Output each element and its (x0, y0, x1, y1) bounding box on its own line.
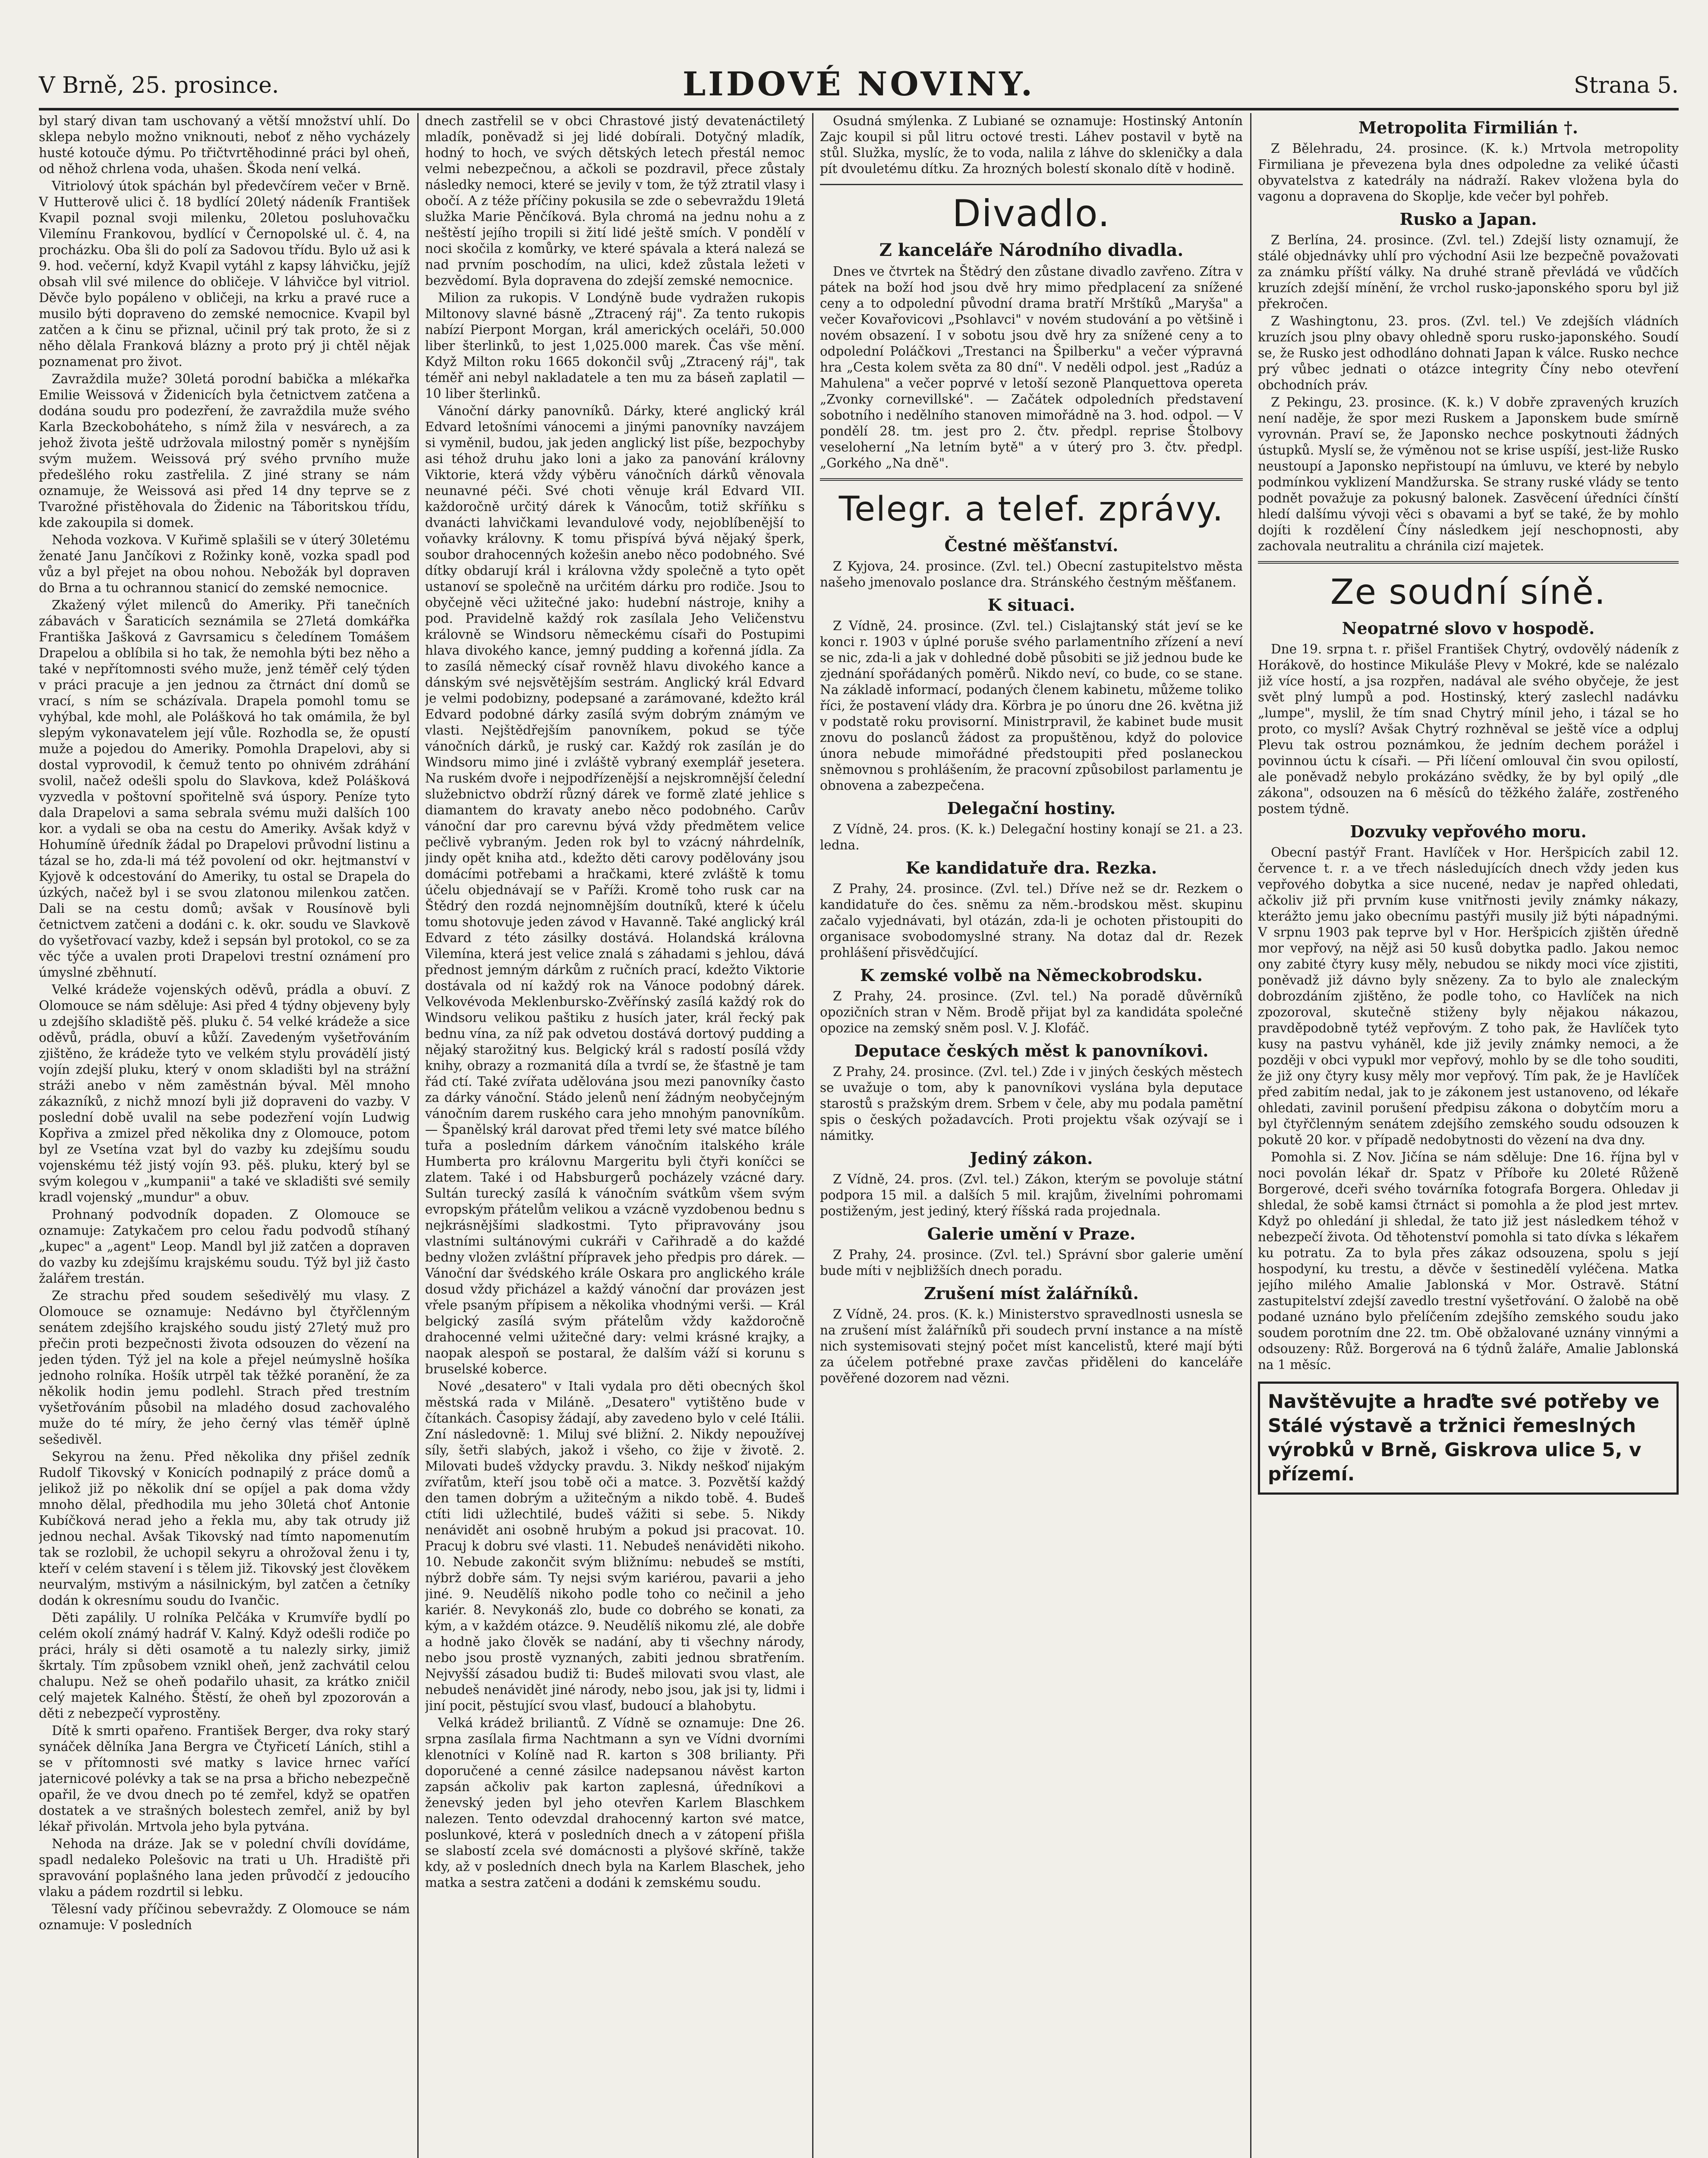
section-rule (1258, 561, 1679, 564)
subsection-title: Galerie umění v Praze. (927, 1224, 1136, 1243)
article-paragraph: Nové „desatero" v Itali vydala pro děti obecných škol městská rada v Miláně. „Desatero" vytištěno bude v čítankách. Časopisy žádají, aby zavedeno bylo v celé Itálii. Zní následovně: 1. Miluj své bližní. 2. Nikdy nepoužívej síly, šetři slabých, jakož i všeho, co žije v životě. 2. Milovati budeš vždycky pravdu. 3. Nikdy neškoď nijakým zvířatům, kteří jsou tobě oči a matce. 3. Pozvětší každý den tamen dobrým a užitečným a nikdo tobě. 4. Budeš ctíti lidi užlechtilé, budeš vážiti si sebe. 5. Nikdy nenávidět ani osobně hrubým a pokud jsi pracovat. 10. Pracuj k dobru své vlasti. 11. Nebudeš nenáviděti nikoho. 10. Nebude zakončit svým bližnímu: nebudeš se mstíti, nýbrž dobře sám. Ty nejsi svým kariérou, pavarii a jeho jiné. 9. Neudělíš nikoho podle toho co nečinil a jeho kariér. 8. Nevykonáš zlo, bude co dobrého se konati, za kým, a v každém otázce. 9. Neudělíš nikomu zlé, ale dobře a hodně jako člověk se nadání, aby ti všechny národy, nebo jsou prostě vyznaných, zabiti jednou sbratřením. Nejvyšší zásadou budiž ti: Budeš milovati svou vlast, ale nebudeš nenávidět jiné národy, nebo jsou, jak jsi ty, lidmi i jiní pocit, pěstující svou vlasť, budoucí a blahobytu. (425, 1379, 805, 1713)
subsection-title: K situaci. (987, 595, 1075, 615)
article-paragraph: Z Kyjova, 24. prosince. (Zvl. tel.) Obecní zastupitelstvo města našeho jmenovalo poslance dra. Stránského čestným měšťanem. (820, 559, 1243, 590)
subsection-title: Delegační hostiny. (947, 798, 1116, 818)
article-paragraph: Z Vídně, 24. pros. (K. k.) Ministerstvo spravedlnosti usnesla se na zrušení míst žalářníků při soudech první instance a na místě nich systemisovati stejný počet míst kancelistů, které mají býti za účelem potřebné praxe zavčas přiděleni do kanceláře pověřené dozorem nad vězni. (820, 1307, 1243, 1385)
article-paragraph: Obecní pastýř Frant. Havlíček v Hor. Heršpicích zabil 12. července t. r. a ve třech následujících dnech vždy jeden kus vepřového dobytka a sice nucené, nedav je napřed ohledati, ačkoliv již při prvním kuse vnitřnosti jevily známky nákazy, kterážto jemu jako obecnímu pastýři musily již býti nápadnými. V srpnu 1903 pak teprve byl v Hor. Heršpicích zjištěn úředně mor vepřový, na nějž asi 50 kusů dobytka padlo. Jakou nemoc ony zabité čtyry kusy měly, nebudou se nikdy moci více zjistiti, poněvadž již dávno byly snězeny. Za to bylo ale znaleckým dobrozdáním zjištěno, že podle toho, co Havlíček na nich zpozoroval, skutečně stiženy byly nějakou nákazou, pravděpodobně tytéž vepřovým. Z toho pak, že Havlíček tyto kusy na pastvu vyháněl, kde již jevily známky nemoci, a že později v obci vypukl mor vepřový, mohlo by se dle toho souditi, že již ony čtyry kusy měly mor vepřový. Tím pak, že je Havlíček před zabitím nedal, jak to je zákonem jest ustanoveno, od lékaře ohledati, zavinil porušení předpisu zákona o dobytčím moru a byl čtyřčlenným senátem zdejšího zemského soudu odsouzen k pokutě 20 kor. v případě nedobytnosti do vězení na dva dny. (1258, 845, 1679, 1147)
article-paragraph: Dne 19. srpna t. r. přišel František Chytrý, ovdovělý nádeník z Horákově, do hostince Mikuláše Plevy v Mokré, kde se nalézalo již více hostí, a jsa rozpřen, nadával ale svého obyčeje, že jest svět plný lumpů a pod. Hostinský, který zaslechl nadávku „lumpe", myslil, že tím snad Chytrý mínil jeho, i tázal se ho proto, co myslí? Avšak Chytrý rozhněval se ještě více a odpluj Plevu tak ostrou poznámkou, že jedním dechem porážel i povinnou úctu k císaři. — Při líčení omlouval čin svou opilostí, ale poněvadž nebylo prokázáno svědky, že by byl opilý „dle zákona", odsouzen na 6 měsíců do těžkého žaláře, zostřeného postem týdně. (1258, 642, 1679, 816)
column-4 (1258, 113, 1679, 2158)
article-paragraph: Z Bělehradu, 24. prosince. (K. k.) Mrtvola metropolity Firmiliana je převezena byla dnes odpoledne za veliké účasti obyvatelstva z katedrály na nádraží. Rakev vložena byla do vagonu a dopravena do Skoplje, kde večer byl pohřeb. (1258, 141, 1679, 204)
subsection-title: Dozvuky vepřového moru. (1350, 822, 1587, 841)
article-paragraph: Ze strachu před soudem sešedivělý mu vlasy. Z Olomouce se oznamuje: Nedávno byl čtyřčlenným senátem zdejšího krajského soudu jistý 27letý muž pro přečin proti bezpečnosti života odsouzen do vězení na jeden týden. Týž jel na kole a přejel neúmyslně hošíka jednoho rolníka. Hošík utrpěl tak těžké poranění, že za několik hodin jemu podlehl. Strach před trestním vyšetřováním působil na mladého dosud zachovalého muže do té míry, že jeho černý vlas téměř úplně sešedivěl. (39, 1288, 410, 1447)
article-paragraph: Z Prahy, 24. prosince. (Zvl. tel.) Na poradě důvěrníků opozičních stran v Něm. Brodě přijat byl za kandidáta společné opozice na zemský sněm posl. V. J. Klofáč. (820, 989, 1243, 1035)
article-paragraph: Dítě k smrti opařeno. František Berger, dva roky starý synáček dělníka Jana Bergra ve Čtyřicetí Láních, stihl a se v přítomnosti své matky s lavice hrnec vařící jaternicové polévky a tak se na prsa a břicho nebezpečně opařil, že ve dvou dnech po té zemřel, když se opatřen dostatek a ve strašných bolestech zemřel, aniž by byl lékař přivolán. Mrtvola jeho byla pytvána. (39, 1723, 410, 1834)
article-paragraph: Vitriolový útok spáchán byl předevčírem večer v Brně. V Hutterově ulici č. 18 bydlící 20letý nádeník František Kvapil poznal svoji milenku, 20letou posluhovačku Vilemínu Frankovou, bydlící v Černopolské ul. č. 4, na procházku. Oba šli do polí za Sadovou třídu. Bylo už asi k 9. hod. večerní, když Kvapil vytáhl z kapsy láhvičku, jejíž obsah vlil své milence do obličeje. V láhvičce byl vitriol. Děvče bylo popáleno v obličeji, na krku a pravé ruce a musilo býti dopraveno do zemské nemocnice. Kvapil byl zatčen a k činu se přiznal, učinil prý tak proto, že si z něho dělala Franková blázny a proto prý ji chtěl nějak poznamenat pro život. (39, 179, 410, 369)
article-paragraph: Vánoční dárky panovníků. Dárky, které anglický král Edvard letošními vánocemi a jinými panovníky navzájem si vyměnil, budou, jak jeden anglický list píše, bezpochyby asi téhož druhu jako loni a jako za panování královny Viktorie, která vždy výběru vánočních dárků věnovala neunavné péči. Své choti věnuje král Edvard VII. každoročně určitý dárek k Vánocům, totiž skříňku s dvanácti lahvičkami levandulové vody, nejoblíbenější to voňavky královny. K tomu přispívá bývá nějaký šperk, soubor drahocenných kožešin anebo něco podobného. Své dítky obdarují král i královna vždy společně a tyto opět ustanoví se společně na určitém dárku pro rodiče. Jsou to obyčejně věci užitečné jako: hudební nástroje, knihy a pod. Pravidelně každý rok zasílala Jeho Veličenstvu královně se Windsoru německému císaři do Postupimi hlava divokého kance, jemný pudding a kořenná jídla. Za to zasílá německý císař rovněž hlavu divokého kance a dánským své nejsvětějším sestrám. Anglický král Edvard je velmi podobizny, podepsané a zarámované, kdežto král Edvard podobné dárky zasílá svým dobrým známým ve vlasti. Nejštědřejším panovníkem, pokud se týče vánočních dárků, je ruský car. Každý rok zasílán je do Windsoru mimo jiné i zvláště vybraný exemplář jesetera. Na ruském dvoře i nejpodřízenější a nejskromnější čelední služebnictvo obdrží různý dárek ve formě zlaté jehlice s diamantem do kravaty anebo něco podobného. Carův vánoční dar pro carevnu bývá vždy předmětem velice pečlivě vybraným. Jeden rok byl to vzácný náhrdelník, jindy opět kniha atd., kdežto děti carovy podělovány jsou domácími potřebami a hračkami, které zvláště k tomu účelu objednávají se v Paříži. Kromě toho rusk car na Štědrý den rozdá nejnomnějším doutníků, které k účelu tomu shotovuje jeden závod v Havanně. Také anglický král Edvard z této zásilky dostává. Holandská královna Vilemína, která jest velice znalá s záhadami s jehlou, dává přednost jemným dárkům z ručních prací, kdežto Viktorie dostávala od ní každý rok na Vánoce podobný dárek. Velkovévoda Meklenbursko-Zvěřínský zasílá každý rok do Windsoru velikou paštiku z husích jater, král řecký pak bednu vína, za níž pak odvetou dostává dortový pudding a nějaký starožitný kus. Belgický král s radostí posílá vždy knihy, obrazy a rozmanitá díla a tvrdí se, že šťastně je tam řád ctí. Také zvířata udělována jsou mezi panovníky často za dárky vánoční. Stádo jelenů není žádným neobyčejným vánočním darem ruského cara jeho mnohým panovníkům. — Španělský král darovat před třemi lety své matce bílého tuřa a posledním dárkem vánočním italského krále Humberta pro královnu Margeritu byli čtyři koníčci se zlatem. Také i od Habsburgerů pocházely vzácné dary. Sultán turecký zasílá k vánočním svátkům všem svým evropským přátelům velikou a vzácně vyzdobenou bednu s nejkrásnějšími sladkostmi. Tyto připravovány jsou vlastními sultánovými cukráři v Cařihradě a do každé bedny vložen zvláštní přípravek jeho předpis pro dárek. — Vánoční dar švédského krále Oskara pro anglického krále dosud vždy přicházel a každý vánoční dar provázen jest vřele psaným přípisem a několika vhodnými verši. — Král belgický zasílá svým přátelům vždy každoročně drahocenné velmi užitečné dary: velmi krásné krajky, a naopak alespoň se postaral, že dalším váží si korunu s bruselské koberce. (425, 404, 805, 1376)
article-paragraph: Děti zapálily. U rolníka Pelčáka v Krumvíře bydlí po celém okolí známý hadráf V. Kalný. Když odešli rodiče po práci, hrály si děti osamotě a tu nalezly sirky, jimiž škrtaly. Tím způsobem vznikl oheň, jenž zachvátil celou chalupu. Než se oheň podařilo uhasit, za krátko zničil celý majetek Kalného. Štěstí, že oheň byl zpozorován a děti z nebezpečí vyprostěny. (39, 1610, 410, 1721)
article-paragraph: Dnes ve čtvrtek na Štědrý den zůstane divadlo zavřeno. Zítra v pátek na boží hod jsou dvě hry mimo předplacení za snížené ceny a to odpolední původní drama bratří Mrštíků „Maryša" a večer Kovařovicovi „Psohlavci" v novém studování a po většině i novém obsazení. I v sobotu jsou dvě hry za snížené ceny a to odpolední Poláčkovi „Trestanci na Špilberku" a večer výpravná hra „Cesta kolem světa za 80 dní". V neděli odpol. jest „Radúz a Mahulena" a večer poprvé v letoší sezoně Planquettova opereta „Zvonky cornevillské". — Začátek odpoledních představení sobotního i nedělního stanoven mimořádně na 3. hod. odpol. — V pondělí 28. tm. jest pro 2. čtv. předpl. reprise Štolbovy veseloherní „Na letním bytě" a v úterý pro 3. čtv. předpl. „Gorkého „Na dně". (820, 264, 1243, 470)
article-paragraph: Velká krádež briliantů. Z Vídně se oznamuje: Dne 26. srpna zasílala firma Nachtmann a syn ve Vídni dvorními klenotníci v Kolíně nad R. karton s 308 brilianty. Při doporučené a cenné zásilce nadepsanou návěst karton zapsán ačkoliv pak karton zaplesná, úředníkovi a ženevský jeden byl jeho otevřen Karlem Blaschkem nalezen. Tento odevzdal drahocenný karton své matce, poslunkové, která v posledních dnech a v zátopení přišla se slabostí zcela své domácnosti a plyšové skříně, takže kdy, až v posledních dnech byla na Karlem Blaschek, jeho matka a sestra zatčeni a dodáni k zemskému soudu. (425, 1716, 805, 1890)
header-rule (39, 108, 1679, 110)
article-paragraph: Z Washingtonu, 23. pros. (Zvl. tel.) Ve zdejších vládních kruzích jsou plny obavy ohledně sporu rusko-japonského. Soudí se, že Rusko jest odhodláno dohnati Japan k válce. Rusko nechce prý vůbec jednati o otázce integrity Číny nebo otevření obchodních práv. (1258, 314, 1679, 392)
article-paragraph: Z Prahy, 24. prosince. (Zvl. tel.) Zde i v jiných českých městech se uvažuje o tom, aby k panovníkovi vyslána byla deputace starostů s pražským drem. Srbem v čele, aby mu podala pamětní spis o českých požadavcích. Proti projektu však ozývají se i námitky. (820, 1064, 1243, 1143)
advertisement-text: Navštěvujte a hraďte své potřeby ve Stálé výstavě a tržnici řemeslných výrobků v Brně, Giskrova ulice 5, v přízemí. (1268, 1391, 1660, 1485)
subsection-title: Deputace českých měst k panovníkovi. (854, 1041, 1209, 1060)
subsection-title: Metropolita Firmilián †. (1358, 118, 1578, 137)
header-date: V Brně, 25. prosince. (39, 73, 279, 98)
article-paragraph: Z Vídně, 24. pros. (Zvl. tel.) Zákon, kterým se povoluje státní podpora 15 mil. a dalších 5 mil. krajům, živelními pohromami postiženým, jest jediný, který říšská rada projednala. (820, 1172, 1243, 1218)
column-divider (417, 113, 419, 2158)
article-paragraph: Zavraždila muže? 30letá porodní babička a mlékařka Emilie Weissová v Židenicích byla četnictvem zatčena a dodána soudu pro podezření, že zavraždila muže svého Karla Bzeckoboháteho, s nímž žila v nesvárech, a za jehož života ještě udržovala milostný poměr s nynějším svým mužem. Weissová prý svého prvního muže předešlého roku zastřelila. Z jiné strany se nám oznamuje, že Weissová asi před 14 dny teprve se z Tvarožné přistěhovala do Židenic na Táboritskou třídu, kde zakoupila si domek. (39, 372, 410, 530)
newspaper-title: LIDOVÉ NOVINY. (682, 65, 1035, 103)
article-paragraph: Z Berlína, 24. prosince. (Zvl. tel.) Zdejší listy oznamují, že stálé objednávky uhlí pro východní Asii lze bezpečně považovati za známku příští války. Na druhé straně převládá ve vůdčích kruzích zdejší mínění, že vrchol rusko-japonského sporu byl již překročen. (1258, 233, 1679, 311)
section-title-court: Ze soudní síně. (1330, 572, 1607, 612)
subsection-title: Jediný zákon. (970, 1148, 1093, 1168)
section-rule (820, 184, 1243, 185)
section-title-theatre: Divadlo. (952, 192, 1111, 235)
article-paragraph: Prohnaný podvodník dopaden. Z Olomouce se oznamuje: Zatykačem pro celou řadu podvodů stíhaný „kupec" a „agent" Leop. Mandl byl již zatčen a dopraven do vazby ku zdejšímu krajskému soudu. Týž byl již často žalářem trestán. (39, 1207, 410, 1286)
article-paragraph: Sekyrou na ženu. Před několika dny přišel zedník Rudolf Tikovský v Konicích podnapilý z práce domů a jelikož již po několik dní se opíjel a pak doma vždy mnoho dělal, předhodila mu jeho 30letá choť Antonie Kubíčková nerad jeho a řekla mu, aby tak otrudy již jednou nechal. Avšak Tikovský nad tímto napomenutím tak se rozlobil, že uchopil sekyru a ohrožoval ženu i ty, kteří v celém stavení i s tělem již. Tikovský jest člověkem neurvalým, mstivým a násilnickým, byl zatčen a četníky dodán k okresnímu soudu do Ivančic. (39, 1449, 410, 1608)
article-paragraph: Z Vídně, 24. pros. (K. k.) Delegační hostiny konají se 21. a 23. ledna. (820, 822, 1243, 852)
page-header (39, 65, 1679, 112)
subsection-title: Rusko a Japan. (1399, 209, 1537, 229)
section-rule (820, 478, 1243, 481)
article-paragraph: dnech zastřelil se v obci Chrastové jistý devatenáctiletý mladík, poněvadž si jej lidé dobírali. Dotyčný mladík, hodný to hoch, ve svých dětských letech přestál nemoc velmi nebezpečnou, a ačkoli se pozdravil, přece zůstaly následky nemoci, které se jevily v tom, že týž ztratil vlasy i obočí. A z téže příčiny pokusila se zde o sebevraždu 19letá služka Marie Pěnčíková. Byla chromá na jednu nohu a z neštěstí jejího tropili si žití lidé ještě smích. V pondělí v noci skočila z komůrky, ve které spávala a která nalezá se nad prvním poschodím, na ulici, kdež zůstala ležeti v bezvědomí. Byla dopravena do zdejší zemské nemocnice. (425, 114, 805, 288)
article-paragraph: byl starý divan tam uschovaný a větší množství uhlí. Do sklepa nebylo možno vniknouti, neboť z něho vycházely husté kotouče dýmu. Po třičtvrtěhodinné práci byl oheň, od něhož chrlena voda, uhašen. Škoda není velká. (39, 114, 410, 176)
column-divider (1250, 113, 1251, 2158)
article-paragraph: Zkažený výlet milenců do Ameriky. Při tanečních zábavách v Šaraticích seznámila se 27letá domkářka Františka Jašková z Gavrsamicu s čeledínem Tomášem Drapelou a oblíbila si ho tak, že nemohla býti bez něho a také v nepřítomnosti svého muže, jenž téměř celý týden v práci pracuje a jen jednou za čtrnáct dní domů se vrací, s ním se scházívala. Drapela pomohl tomu se vyhýbal, kde mohl, ale Polášková ho tak omámila, že byl slepým vykonavatelem její vůle. Rozhodla se, že opustí muže a pojedou do Ameriky. Pomohla Drapelovi, aby si dostal vyprovodil, k čemuž tento po ohnivém zdráhání svolil, načež odešli spolu do Slavkova, kdež Polášková vyzvedla v poštovní spořitelně svá úspory. Peníze tyto dala Drapelovi a sama sebrala svému muži dalších 100 kor. a vydali se oba na cestu do Ameriky. Avšak když v Hohumíně úředník žádal po Drapelovi průvodní listinu a tázal se ho, zda-li má též povolení od okr. hejtmanství v Kyjově k odcestování do Ameriky, tu ostal se Drapela do úzkých, načež byl i se svou zlatonou milenkou zatčen. Dali se na cestu domů; avšak v Rousínově byli četnictvem zatčeni a dodáni c. k. okr. soudu ve Slavkově do vyšetřovací vazby, kdež i sepsán byl protokol, co se za věc týče a uvalen proti Drapelovi trestní oznámení pro úmyslné zběhnutí. (39, 598, 410, 980)
article-paragraph: Velké krádeže vojenských oděvů, prádla a obuví. Z Olomouce se nám sděluje: Asi před 4 týdny objeveny byly u zdejšího skladiště pěš. pluku č. 54 velké krádeže a sice oděvů, prádla, obuví a kůží. Zavedeným vyšetřováním zjištěno, že krádeže tyto ve velkém stylu provádělí jistý vojín zdejší pluku, který v onom skladišti byl na strážní stráži anebo v něm zaměstnán býval. Měl mnoho zákazníků, z nichž mnozí byli již dopraveni do vazby. V poslední době uvalil na sebe podezření vojín Ludwig Kopřiva a zmizel před několika dny z Olomouce, potom byl ze Vsetína vzat byl do vazby ku zdejšímu soudu vojenskému též jistý vojín 93. pěš. pluku, který byl se svým kolegou v „kumpanii" a také ve skladišti své semily kradl vojenský „mundur" a obuv. (39, 982, 410, 1205)
article-paragraph: Z Pekingu, 23. prosince. (K. k.) V dobře zpravených kruzích není naděje, že spor mezi Ruskem a Japonskem bude smírně vyrovnán. Praví se, že Japonsko nechce poskytnouti žádných ústupků. Myslí se, že výměnou not se krise uspíší, jest-liže Rusko neustoupí a Japonsko nepřistoupí na úmluvu, ve které by nebylo podmínkou vyklizení Mandžurska. Se strany ruské vlády se tento podnět považuje za pokusný balonek. Zasvěcení úředníci čínští hledí dalšímu vývoji věci s obavami a byť se také, že by mohlo dojíti k rozdělení Číny následkem její neschopnosti, aby zachovala neutralitu a chránila cizí majetek. (1258, 395, 1679, 553)
column-1 (39, 113, 410, 2158)
article-paragraph: Tělesní vady příčinou sebevraždy. Z Olomouce se nám oznamuje: V posledních (39, 1902, 410, 1932)
article-paragraph: Pomohla si. Z Nov. Jičína se nám sděluje: Dne 16. října byl v noci povolán lékař dr. Spatz v Příboře ku 20leté Růženě Borgerové, dceři svého továrníka fotografa Borgera. Ohledav ji shledal, že sobě kamsi čtrnáct si pomohla a že plod jest mrtev. Když po ohledání ji shledal, že tato již jest následkem téhož v nebezpečí života. Od těhotenství pomohla si tato dívka s lékařem ku potratu. Za to byla přes zákaz odsouzena, spolu s její hospodyní, ku trestu, a děvče v šestinedělí vyléčena. Matka jejího milého Amalie Jablonská v Mor. Ostravě. Státní zastupitelství zdejší zavedlo trestní vyšetřování. O žalobě na obě podané uznáno bylo přelíčením zdejšího zemského soudu jako soudem porotním dne 22. tm. Obě obžalované uznány vinnými a odsouzeny: Růž. Borgerová na 6 týdnů žaláře, Amalie Jablonská na 1 měsíc. (1258, 1150, 1679, 1372)
section-title-telegrams: Telegr. a telef. zprávy. (838, 490, 1224, 529)
article-paragraph: Nehoda vozkova. V Kuřimě splašili se v úterý 30letému ženaté Janu Jančíkovi z Rožinky koně, vozka spadl pod vůz a byl přejet na obou nohou. Nebožák byl dopraven do Brna a tu ochrannou stanicí do zemské nemocnice. (39, 533, 410, 595)
article-paragraph: Z Prahy, 24. prosince. (Zvl. tel.) Správní sbor galerie umění bude míti v nejbližších dnech poradu. (820, 1247, 1243, 1278)
column-2 (425, 113, 805, 2158)
subsection-title: Z kanceláře Národního divadla. (879, 240, 1184, 260)
article-paragraph: Osudná smýlenka. Z Lubiané se oznamuje: Hostinský Antonín Zajc koupil si půl litru octové tresti. Láhev postavil v bytě na stůl. Služka, myslíc, že to voda, nalila z láhve do skleničky a dala pít dvouletému dítku. Za hrozných bolestí skonalo dítě v hodině. (820, 114, 1243, 176)
subsection-title: Ke kandidatuře dra. Rezka. (905, 858, 1157, 877)
subsection-title: Neopatrné slovo v hospodě. (1342, 618, 1595, 638)
article-paragraph: Milion za rukopis. V Londýně bude vydražen rukopis Miltonovy slavné básně „Ztracený ráj". Za tento rukopis nabízí Pierpont Morgan, král amerických oceláři, 50.000 liber šterlinků, to jest 1,025.000 marek. Čas vše mění. Když Milton roku 1665 dokončil svůj „Ztracený ráj", tak téměř ani nebyl nakladatele a ten mu za báseň zaplatil — 10 liber šterlinků. (425, 290, 805, 401)
column-3 (820, 113, 1243, 2158)
subsection-title: Zrušení míst žalářníků. (924, 1284, 1139, 1303)
subsection-title: Čestné měšťanství. (944, 536, 1119, 555)
article-paragraph: Z Vídně, 24. prosince. (Zvl. tel.) Cislajtanský stát jeví se ke konci r. 1903 v úplné poruše svého parlamentního zřízení a neví se nic, zda-li a jak v dohledné době působiti se již jednou bude ke zjednání spořádaných poměrů. Nikdo neví, co bude, co se stane. Na základě informací, podaných členem kabinetu, můžeme toliko říci, že postavení vlády dra. Körbra je po únoru dne 26. května již v podstatě roku provisorní. Ministrpravil, že kabinet bude musit znovu do poslanců žádost za propuštěnou, když do polovice února nebude mimořádné předstoupiti před poslaneckou sněmovnou s prohlášením, že pracovní způsobilost parlamentu je obnovena a zabezpečena. (820, 618, 1243, 793)
column-divider (812, 113, 813, 2158)
subsection-title: K zemské volbě na Německobrodsku. (860, 965, 1203, 985)
article-paragraph: Nehoda na dráze. Jak se v polední chvíli dovídáme, spadl nedaleko Polešovic na trati u Uh. Hradiště při spravování poplašného lana jeden průvodčí z jedoucího vlaku a pádem rozdrtil si lebku. (39, 1836, 410, 1899)
page-number: Strana 5. (1573, 73, 1679, 98)
advertisement-box (1258, 1382, 1679, 1495)
article-paragraph: Z Prahy, 24. prosince. (Zvl. tel.) Dříve než se dr. Rezkem o kandidatuře do čes. sněmu za něm.-brodskou měst. skupinu začalo vyjednávati, byl otázán, zda-li je ochoten přistoupiti do organisace svobodomyslné strany. Na dotaz dal dr. Rezek prohlášení přisvědčující. (820, 881, 1243, 960)
